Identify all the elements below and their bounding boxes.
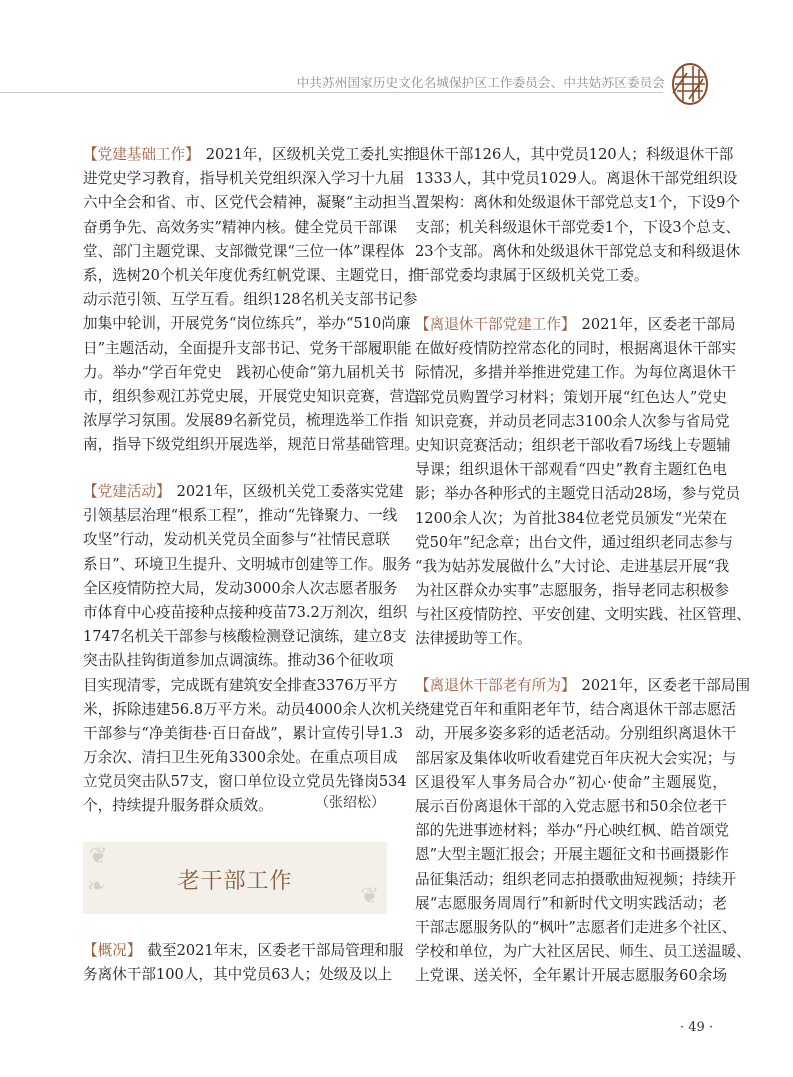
line-text: 为社区群众办实事”志愿服务，指导老同志积极参 <box>415 582 729 600</box>
text-line <box>415 916 737 940</box>
ornament-icon: ❦ <box>360 884 379 909</box>
line-text: 恩”大型主题汇报会；开展主题征文和书画摄影作 <box>415 846 729 864</box>
text-line <box>415 167 738 191</box>
line-text: 引领基层治理“根系工程”，推动“先锋聚力、一线 <box>83 507 398 525</box>
line-text: 品征集活动；组织老同志拍摄歌曲短视频；持续开 <box>415 870 737 888</box>
text-line <box>415 771 727 795</box>
text-line <box>83 674 398 698</box>
text-line <box>415 627 727 651</box>
text-line <box>415 386 727 410</box>
ornament-icon: ❧ <box>87 874 106 899</box>
line-text: 党50年”纪念章；出台文件，通过组织老同志参与 <box>415 533 733 551</box>
publication-logo-icon <box>669 63 711 105</box>
text-line <box>83 240 405 264</box>
text-line <box>415 361 737 385</box>
section-label: 【党建基础工作】 <box>83 146 200 163</box>
text-line <box>415 313 736 337</box>
text-line <box>83 528 390 552</box>
text-line <box>415 458 727 482</box>
header-rule <box>0 92 663 93</box>
line-text: 法律援助等工作。 <box>415 630 532 648</box>
section-party-foundation <box>83 143 427 457</box>
text-line <box>83 143 419 167</box>
author-credit: （张绍松） <box>315 795 385 811</box>
line-text: 进党史学习教育，指导机关党组织深入学习十九届 <box>83 170 405 188</box>
section-overview <box>83 939 404 987</box>
line-text: 展“志愿服务周周行”和新时代文明实践活动；老 <box>415 894 727 912</box>
line-text: 突击队挂钩街道参加点调演练。推动36个征收项 <box>83 652 394 670</box>
text-line <box>83 433 419 457</box>
line-text: 目实现清零，完成既有建筑安全排查3376万平方 <box>83 676 398 694</box>
text-line <box>415 868 737 892</box>
line-text: 知识竞赛，并动员老同志3100余人次参与省局党 <box>415 412 730 430</box>
line-text: 万余次、清扫卫生死角3300余处。在重点项目成 <box>83 749 398 767</box>
text-line <box>415 264 727 288</box>
line-text: 日”主题活动，全面提升支部书记、党务干部履职能 <box>83 339 412 357</box>
line-text: 干部党委均隶属于区级机关党工委。 <box>415 266 649 284</box>
text-line <box>83 625 407 649</box>
page-number: · 49 · <box>680 1020 714 1035</box>
line-text: 部居家及集体收听收看建党百年庆祝大会实况；与 <box>415 749 737 767</box>
line-text: 市，组织参观江苏党史展，开展党史知识竞赛，营造 <box>83 387 419 405</box>
line-text: 际情况，多措并举推进党建工作。为每位离退休干 <box>415 364 737 382</box>
text-line <box>83 963 393 987</box>
line-text: 系，选树20个机关年度优秀红帆党课、主题党日，推 <box>83 266 423 284</box>
text-line <box>415 240 741 264</box>
line-text: 2021年，区级机关党工委扎实推 <box>205 146 419 163</box>
section-label: 【离退休干部党建工作】 <box>415 316 576 333</box>
text-line <box>415 579 727 603</box>
line-text: 23个支部。离休和处级退休干部党总支和科级退休 <box>415 242 741 260</box>
text-line <box>415 216 741 240</box>
running-header: 中共苏州国家历史文化名城保护区工作委员会、中共姑苏区委员会 <box>296 75 665 90</box>
text-line <box>415 674 751 698</box>
text-line <box>83 601 408 625</box>
line-text: 绕建党百年和重阳老年节，结合离退休干部志愿活 <box>415 701 737 719</box>
text-line <box>415 843 727 867</box>
line-text: 米，拆除违建56.8万平方米。动员4000余人次机关 <box>83 700 416 718</box>
line-text: 动，开展多姿多彩的适老活动。分别组织离退休干 <box>415 725 737 743</box>
line-text: 系日”、环境卫生提升、文明城市创建等工作。服务 <box>83 555 412 573</box>
line-text: 奋勇争先、高效务实”精神内核。健全党员干部课 <box>83 218 397 236</box>
line-text: 退休干部126人，其中党员120人；科级退休干部 <box>415 146 734 163</box>
line-text: 1747名机关干部参与核酸检测登记演练，建立8支 <box>83 628 407 646</box>
text-line <box>415 698 737 722</box>
text-line <box>415 337 737 361</box>
line-text: 1333人，其中党员1029人。离退休干部党组织设 <box>415 170 738 188</box>
line-text: 导课；组织退休干部观看“四史”教育主题红色电 <box>415 461 727 479</box>
section-retiree-contribution <box>415 674 751 988</box>
text-line <box>83 504 398 528</box>
line-text: 区退役军人事务局合办“初心·使命”主题展览， <box>415 773 727 791</box>
line-text: 攻坚”行动，发动机关党员全面参与“社情民意联 <box>83 531 390 549</box>
text-line <box>415 747 737 771</box>
line-text: 展示百份离退休干部的入党志愿书和50余位老干 <box>415 797 727 815</box>
text-line <box>415 410 730 434</box>
line-text: 市体育中心疫苗接种点接种疫苗73.2万剂次，组织 <box>83 603 408 621</box>
line-text: 与社区疫情防控、平安创建、文明实践、社区管理、 <box>415 606 751 624</box>
line-text: 置架构：离休和处级退休干部党总支1个，下设9个 <box>415 194 741 212</box>
banner-title: 老干部工作 <box>177 869 293 894</box>
line-text: 务离休干部100人，其中党员63人；处级及以上 <box>83 966 393 984</box>
text-line <box>83 577 398 601</box>
text-line <box>83 649 394 673</box>
text-line <box>415 143 734 167</box>
line-text: 干部志愿服务队的“枫叶”志愿者们走进多个社区、 <box>415 918 737 936</box>
line-text: 1200余人次；为首批384位老党员颁发“光荣在 <box>415 509 727 527</box>
text-line <box>415 191 741 215</box>
text-line <box>83 939 404 963</box>
section-overview-continued <box>415 143 741 288</box>
line-text: 加集中轮训，开展党务“岗位练兵”，举办“510尚廉 <box>83 315 411 333</box>
line-text: 学校和单位，为广大社区居民、师生、员工送温暖、 <box>415 943 751 961</box>
text-line <box>415 892 727 916</box>
line-text: 浓厚学习氛围。发展89名新党员，梳理选举工作指 <box>83 412 409 430</box>
line-text: 全区疫情防控大局，发动3000余人次志愿者服务 <box>83 579 398 597</box>
line-text: 个，持续提升服务群众质效。 <box>83 797 273 815</box>
line-text: 2021年，区级机关党工委落实党建 <box>176 483 404 500</box>
line-text: 部党员购置学习材料；策划开展“红色达人”党史 <box>415 388 727 406</box>
line-text: 支部；机关科级退休干部党委1个，下设3个总支、 <box>415 218 741 236</box>
line-text: 上党课、送关怀，全年累计开展志愿服务60余场 <box>415 967 727 985</box>
text-line <box>415 434 731 458</box>
text-line <box>83 191 427 215</box>
line-text: 2021年，区委老干部局 <box>581 316 736 333</box>
section-label: 【概况】 <box>83 942 142 959</box>
ornament-icon: ❦ <box>89 844 108 869</box>
line-text: 六中全会和省、市、区党代会精神，凝聚“主动担当、 <box>83 194 427 212</box>
section-label: 【党建活动】 <box>83 483 171 500</box>
text-line <box>83 288 418 312</box>
line-text: 截至2021年末，区委老干部局管理和服 <box>147 942 404 959</box>
text-line <box>415 819 727 843</box>
line-text: 干部参与“净美街巷·百日奋战”，累计宣传引导1.3 <box>83 724 404 742</box>
text-line <box>83 385 419 409</box>
section-banner <box>83 842 387 914</box>
line-text: 史知识竞赛活动；组织老干部收看7场线上专题辅 <box>415 436 731 454</box>
text-line <box>83 746 398 770</box>
section-party-activities <box>83 480 416 819</box>
line-text: “我为姑苏发展做什么”大讨论、走进基层开展“我 <box>415 557 730 575</box>
text-line <box>415 940 751 964</box>
text-line <box>415 603 751 627</box>
section-retiree-party-building <box>415 313 751 652</box>
line-text: 立党员突击队57支，窗口单位设立党员先锋岗534 <box>83 773 407 791</box>
text-line <box>415 722 737 746</box>
text-line <box>415 964 727 988</box>
text-line <box>415 507 727 531</box>
line-text: 堂、部门主题党课、支部微党课“三位一体”课程体 <box>83 242 405 260</box>
text-line <box>83 409 409 433</box>
text-line <box>415 531 733 555</box>
text-line <box>415 555 730 579</box>
text-line <box>83 722 404 746</box>
text-line <box>83 480 404 504</box>
text-line <box>83 553 412 577</box>
line-text: 在做好疫情防控常态化的同时，根据离退休干部实 <box>415 340 737 358</box>
text-line <box>83 264 423 288</box>
text-line <box>83 361 405 385</box>
line-text: 动示范引领、互学互看。组织128名机关支部书记参 <box>83 291 418 309</box>
line-text: 南，指导下级党组织开展选举，规范日常基础管理。 <box>83 436 419 454</box>
text-line <box>83 337 412 361</box>
text-line <box>83 698 416 722</box>
line-text: 部的先进事迹材料；举办“丹心映红枫、皓首颂党 <box>415 822 729 840</box>
text-line <box>83 312 411 336</box>
text-line <box>415 795 727 819</box>
text-line <box>83 167 405 191</box>
line-text: 2021年，区委老干部局围 <box>581 677 751 694</box>
line-text: 力。举办“学百年党史 践初心使命”第九届机关书 <box>83 363 405 381</box>
text-line <box>83 216 397 240</box>
section-label: 【离退休干部老有所为】 <box>415 677 576 694</box>
line-text: 影；举办各种形式的主题党日活动28场，参与党员 <box>415 485 741 503</box>
text-line <box>83 770 407 794</box>
text-line <box>415 482 741 506</box>
